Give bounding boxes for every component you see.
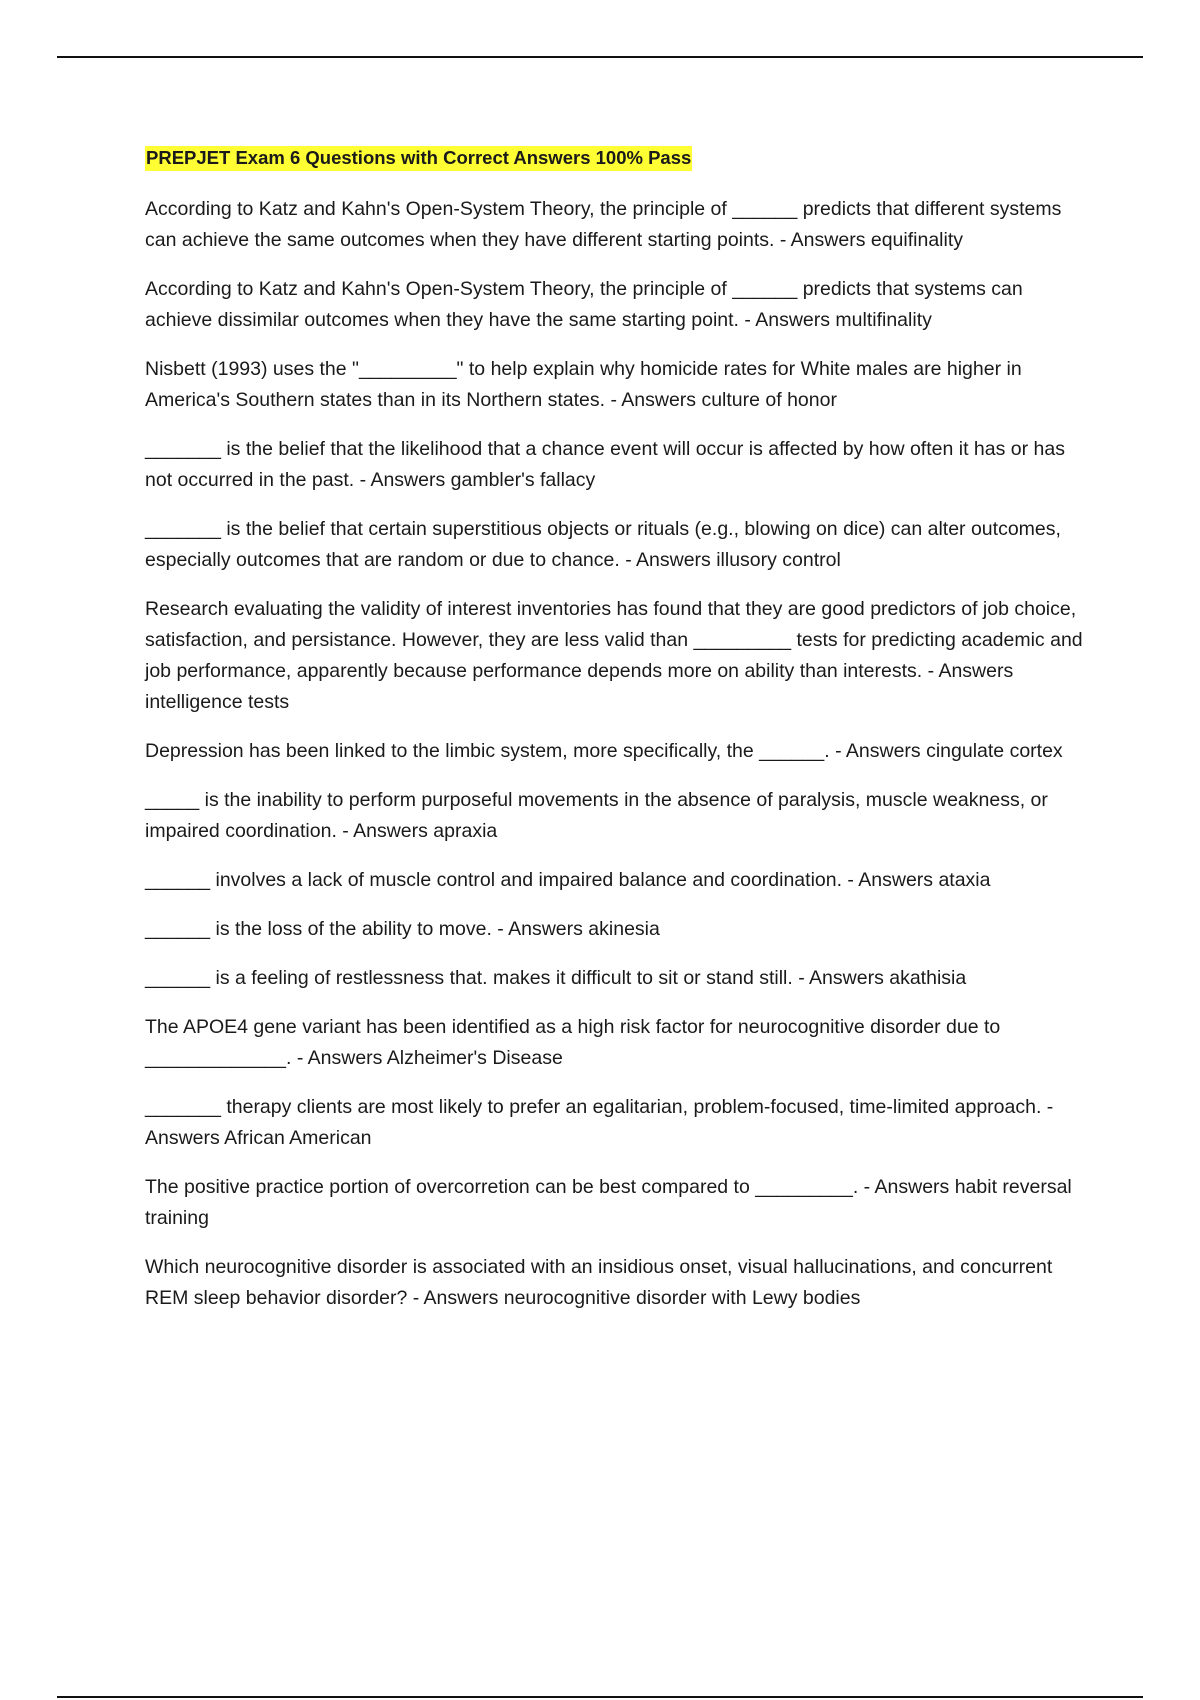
- bottom-rule: [57, 1696, 1143, 1698]
- qa-item-1: According to Katz and Kahn's Open-System Theory, the principle of ______ predicts that different systems can achieve the same outcomes when they have different starting points. - Answers equifinality: [145, 198, 1062, 251]
- qa-item-7: Depression has been linked to the limbic system, more specifically, the ______. - Answers cingulate cortex: [145, 740, 1063, 762]
- qa-item-4: _______ is the belief that the likelihood that a chance event will occur is affected by how often it has or has not occurred in the past. - Answers gambler's fallacy: [145, 438, 1065, 491]
- qa-item-5: _______ is the belief that certain superstitious objects or rituals (e.g., blowing on dice) can alter outcomes, especially outcomes that are random or due to chance. - Answers illusory control: [145, 518, 1061, 571]
- qa-item-11: ______ is a feeling of restlessness that. makes it difficult to sit or stand still. - Answers akathisia: [145, 967, 967, 989]
- document-title: PREPJET Exam 6 Questions with Correct Answers 100% Pass: [145, 146, 692, 171]
- qa-item-2: According to Katz and Kahn's Open-System Theory, the principle of ______ predicts that systems can achieve dissimilar outcomes when they have the same starting point. - Answers multifinality: [145, 278, 1023, 331]
- qa-item-10: ______ is the loss of the ability to move. - Answers akinesia: [145, 918, 660, 940]
- title-line: [145, 143, 1090, 175]
- qa-item-9: ______ involves a lack of muscle control and impaired balance and coordination. - Answers ataxia: [145, 869, 991, 891]
- qa-item-6: Research evaluating the validity of interest inventories has found that they are good predictors of job choice, satisfaction, and persistance. However, they are less valid than _________ tests for predicting academic and job performance, apparently because performance depends more on ability than interests. - Answers intelligence tests: [145, 598, 1083, 713]
- qa-item-3: Nisbett (1993) uses the "_________" to help explain why homicide rates for White males are higher in America's Southern states than in its Northern states. - Answers culture of honor: [145, 358, 1022, 411]
- qa-item-15: Which neurocognitive disorder is associated with an insidious onset, visual hallucinations, and concurrent REM sleep behavior disorder? - Answers neurocognitive disorder with Lewy bodies: [145, 1256, 1053, 1309]
- top-rule: [57, 56, 1143, 58]
- qa-item-13: _______ therapy clients are most likely to prefer an egalitarian, problem-focused, time-limited approach. - Answers African American: [145, 1096, 1054, 1149]
- qa-item-8: _____ is the inability to perform purposeful movements in the absence of paralysis, muscle weakness, or impaired coordination. - Answers apraxia: [145, 789, 1048, 842]
- document-body: [145, 143, 1090, 1332]
- qa-item-12: The APOE4 gene variant has been identified as a high risk factor for neurocognitive disorder due to _____________. - Answers Alzheimer's Disease: [145, 1016, 1001, 1069]
- qa-item-14: The positive practice portion of overcorretion can be best compared to _________. - Answers habit reversal training: [145, 1176, 1072, 1229]
